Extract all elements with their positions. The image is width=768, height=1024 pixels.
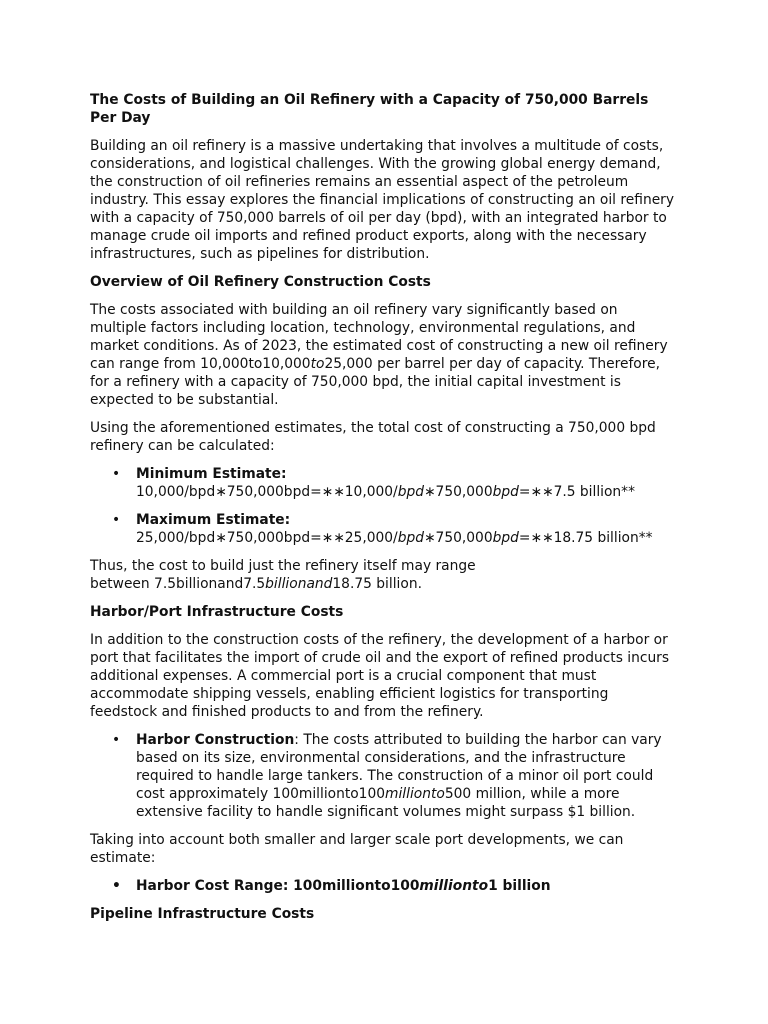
harbor-construction-text-a: : The costs attributed to building the harbor can vary based on its size, environmental considerations, and the infrastructure required to handle large tankers. The construction of a minor oil port could cost approximately 100millionto100 [136,732,662,802]
overview-text-b: to [310,356,325,372]
formula-part-italic: bpd [397,530,424,546]
harbor-construction-text-c: 500 million, while a more extensive facility to handle significant volumes might surpass $1 billion. [136,786,636,820]
bullet-icon: • [112,878,121,894]
bullet-icon: • [112,512,121,528]
formula-part: 25,000/bpd∗750,000bpd=∗∗25,000/ [136,530,398,546]
harbor-paragraph-2: Taking into account both smaller and larger scale port developments, we can estimate: [90,832,624,866]
formula-part-italic: bpd [492,484,519,500]
formula-part-italic: bpd [492,530,519,546]
list-item-harbor-construction [112,731,678,821]
minimum-estimate-formula [136,483,678,501]
formula-part: ∗750,000 [423,484,493,500]
conclusion-text-a: Thus, the cost to build just the refinery itself may range between 7.5billionand7.5 [90,558,476,592]
formula-part-italic: bpd [397,484,424,500]
intro-paragraph: Building an oil refinery is a massive undertaking that involves a multitude of costs, considerations, and logistical challenges. With the growing global energy demand, the construction of oil refineries remains an essential aspect of the petroleum industry. This essay explores the financial implications of constructing an oil refinery with a capacity of 750,000 barrels of oil per day (bpd), with an integrated harbor to manage crude oil imports and refined product exports, along with the necessary infrastructures, such as pipelines for distribution. [90,138,675,262]
maximum-estimate-formula [136,529,678,547]
harbor-range-text-c: 1 billion [488,878,551,894]
harbor-heading: Harbor/Port Infrastructure Costs [90,604,344,620]
harbor-construction-list [90,731,678,821]
overview-paragraph-1 [90,301,678,409]
harbor-range-list [90,877,678,895]
overview-text-a: The costs associated with building an oil refinery vary significantly based on multiple factors including location, technology, environmental regulations, and market conditions. As of 2023, the estimated cost of constructing a new oil refinery can range from 10,000to10,000 [90,302,668,372]
overview-heading: Overview of Oil Refinery Construction Costs [90,274,431,290]
bullet-icon: • [112,732,121,748]
maximum-estimate-label: Maximum Estimate: [136,512,291,528]
conclusion-text-b: billionand [265,576,333,592]
overview-text-c: 25,000 per barrel per day of capacity. Therefore, for a refinery with a capacity of 750,000 bpd, the initial capital investment is expected to be substantial. [90,356,660,408]
formula-part: =∗∗7.5 billion** [518,484,635,500]
estimate-list [90,465,678,547]
list-item-maximum-estimate [112,511,678,547]
formula-part: =∗∗18.75 billion** [518,530,653,546]
harbor-construction-label: Harbor Construction [136,732,295,748]
formula-part: 10,000/bpd∗750,000bpd=∗∗10,000/ [136,484,398,500]
overview-paragraph-2: Using the aforementioned estimates, the total cost of constructing a 750,000 bpd refinery can be calculated: [90,420,656,454]
pipeline-heading: Pipeline Infrastructure Costs [90,906,315,922]
bullet-icon: • [112,466,121,482]
harbor-paragraph-1: In addition to the construction costs of the refinery, the development of a harbor or port that facilitates the import of crude oil and the export of refined products incurs additional expenses. A commercial port is a crucial component that must accommodate shipping vessels, enabling efficient logistics for transporting feedstock and finished products to and from the refinery. [90,632,670,720]
harbor-range-text-a: Harbor Cost Range: 100millionto100 [136,878,420,894]
minimum-estimate-label: Minimum Estimate: [136,466,287,482]
formula-part: ∗750,000 [423,530,493,546]
refinery-cost-conclusion [90,557,490,593]
harbor-construction-text-b: millionto [385,786,445,802]
document-title: The Costs of Building an Oil Refinery with a Capacity of 750,000 Barrels Per Day [90,92,649,126]
list-item-minimum-estimate [112,465,678,501]
list-item-harbor-cost-range [112,877,678,895]
conclusion-text-c: 18.75 billion. [332,576,422,592]
harbor-range-text-b: millionto [419,878,489,894]
